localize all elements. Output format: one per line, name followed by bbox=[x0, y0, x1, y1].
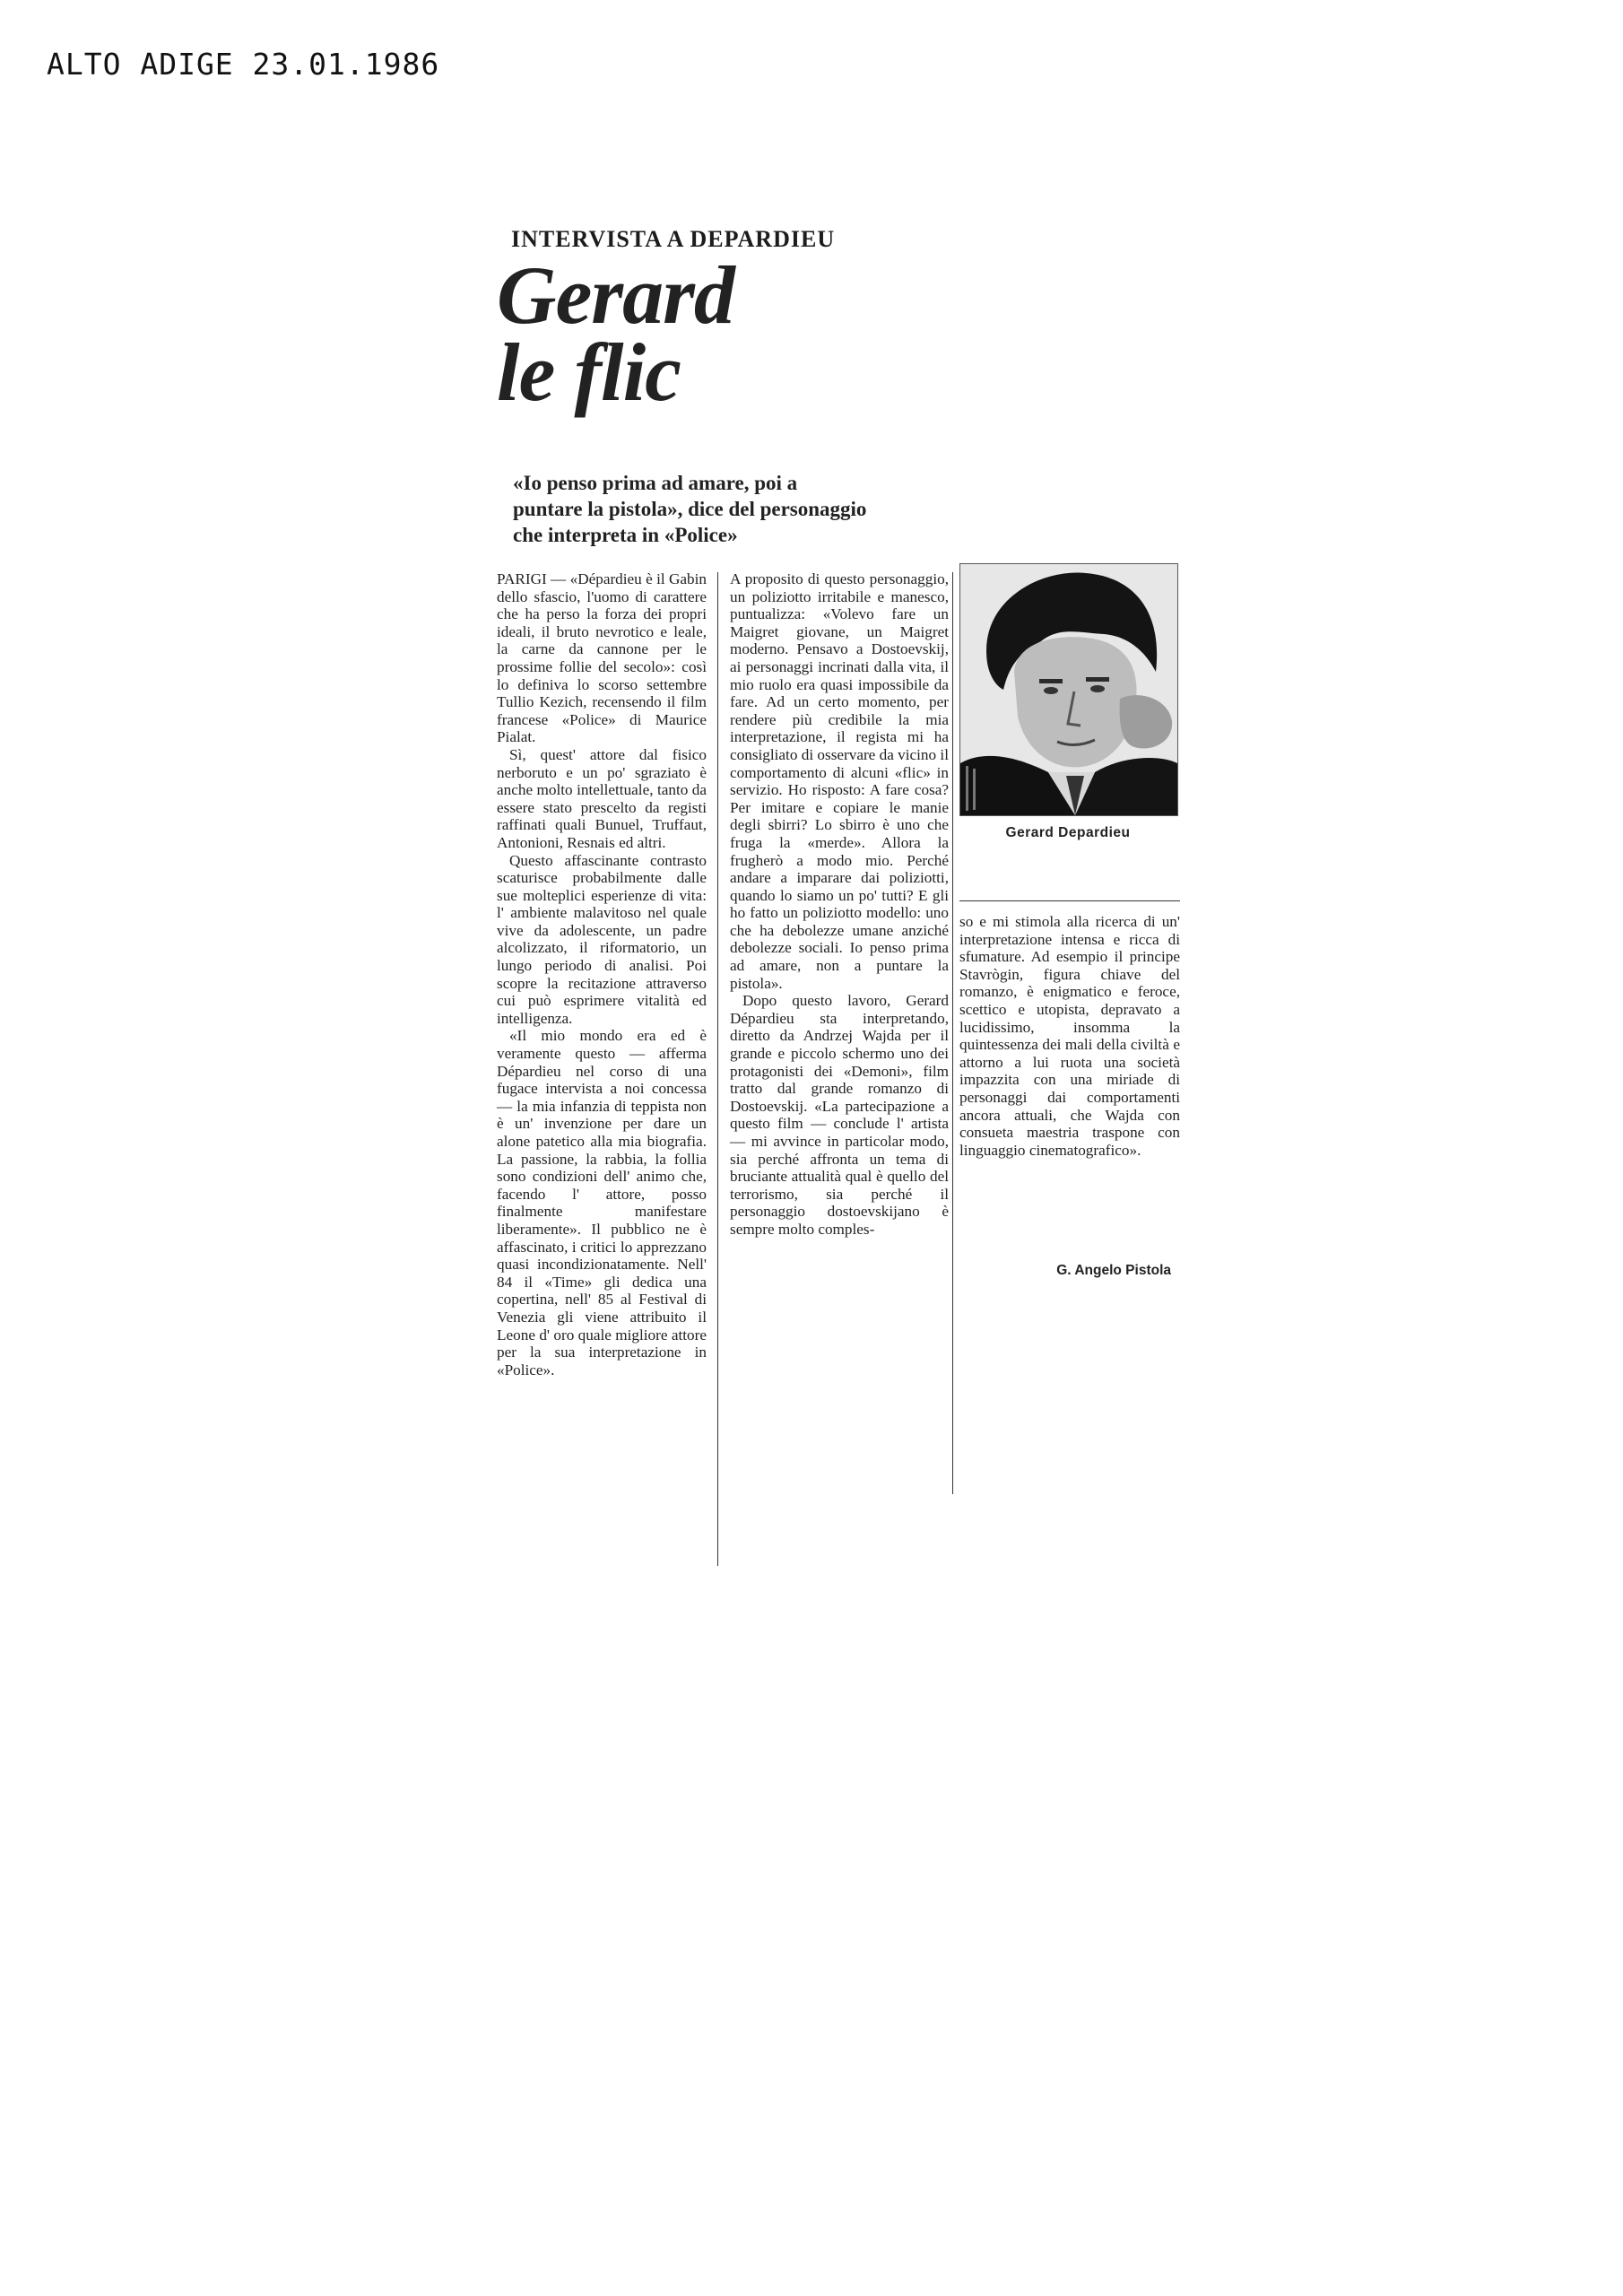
paragraph: PARIGI — «Dépardieu è il Gabin dello sfascio, l'uomo di carattere che ha perso la forza dei propri ideali, il bruto nevrotico e leale, la carne da cannone per le prossime follie del secolo»: così lo definiva lo scorso settembre Tullio Kezich, recensendo il film francese «Police» di Maurice Pialat. bbox=[497, 570, 707, 746]
paragraph: so e mi stimola alla ricerca di un' interpretazione intensa e ricca di sfumature. Ad esempio il principe Stavrògin, figura chiave del romanzo, è enigmatico e feroce, scettico e utopista, depravato a lucidissimo, insomma la quintessenza dei mali della civiltà e attorno a lui ruota una società impazzita con una miriade di personaggi dai comportamenti ancora attuali, che Wajda con consueta maestria traspone con linguaggio cinematografico». bbox=[959, 913, 1180, 1159]
newspaper-clipping bbox=[491, 226, 1191, 1607]
paragraph: A proposito di questo personaggio, un poliziotto irritabile e manesco, puntualizza: «Volevo fare un Maigret giovane, un Maigret moderno. Pensavo a Dostoevskij, ai personaggi incrinati dalla vita, il mio ruolo era quasi impossibile da fare. Ad un certo momento, per rendere più credibile la mia interpretazione, il regista mi ha consigliato di osservare da vicino il comportamento di alcuni «flic» in servizio. Ho risposto: A fare cosa? Per imitare e copiare le manie degli sbirri? Lo sbirro è uno che fruga la «merde». Allora la frugherò a modo mio. Perché andare a imparare dai poliziotti, quando lo siamo un po' tutti? E gli ho fatto un poliziotto modello: uno che ha debolezze umane anziché debolezze sociali. Io penso prima ad amare, non a puntare la pistola». bbox=[730, 570, 949, 992]
article-column-3 bbox=[959, 913, 1180, 1159]
caption-divider bbox=[959, 900, 1180, 901]
paragraph: Questo affascinante contrasto scaturisce probabilmente dalle sue molteplici esperienze di vita: l' ambiente malavitoso nel quale vive da adolescente, un padre alcolizzato, il riformatorio, un lungo periodo di analisi. Poi scopre la recitazione attraverso cui può esprimere vitalità ed intelligenza. bbox=[497, 851, 707, 1027]
article-column-2 bbox=[730, 570, 949, 1239]
portrait-photo bbox=[959, 563, 1178, 816]
article-subheadline: «Io penso prima ad amare, poi a puntare la pistola», dice del personaggio che interpreta in «Police» bbox=[513, 472, 867, 546]
source-header: ALTO ADIGE 23.01.1986 bbox=[47, 47, 440, 82]
headline-line-2: le flic bbox=[497, 326, 681, 418]
article-column-1 bbox=[497, 570, 707, 1378]
column-divider bbox=[952, 572, 953, 1494]
portrait-image bbox=[960, 564, 1177, 815]
paragraph: «Il mio mondo era ed è veramente questo — afferma Dépardieu nel corso di una fugace intervista a noi concessa — la mia infanzia di teppista non è un' invenzione per dare un alone patetico alla mia biografia. La passione, la rabbia, la follia sono condizioni dell' animo che, facendo l' attore, posso finalmente manifestare liberamente». Il pubblico ne è affascinato, i critici lo apprezzano quasi incondizionatamente. Nell' 84 il «Time» gli dedica una copertina, nell' 85 al Festival di Venezia gli viene attribuito il Leone d' oro quale migliore attore per la sua interpretazione in «Police». bbox=[497, 1027, 707, 1378]
author-byline: G. Angelo Pistola bbox=[1056, 1263, 1171, 1278]
article-headline bbox=[497, 249, 873, 418]
article-kicker: INTERVISTA A DEPARDIEU bbox=[511, 226, 836, 252]
paragraph: Sì, quest' attore dal fisico nerboruto e un po' sgraziato è anche molto intellettuale, tanto da essere stato prescelto da registi raffinati quali Bunuel, Truffaut, Antonioni, Resnais ed altri. bbox=[497, 745, 707, 851]
paragraph: Dopo questo lavoro, Gerard Dépardieu sta interpretando, diretto da Andrzej Wajda per il grande e piccolo schermo uno dei protagonisti dei «Demoni», film tratto dal grande romanzo di Dostoevskij. «La partecipazione a questo film — conclude l' artista — mi avvince in particolar modo, sia perché affronta un tema di bruciante attualità qual è quello del terrorismo, sia perché il personaggio dostoevskijano è sempre molto comples- bbox=[730, 992, 949, 1238]
headline-line-1: Gerard bbox=[497, 249, 734, 341]
photo-caption: Gerard Depardieu bbox=[1005, 825, 1131, 840]
column-divider bbox=[717, 572, 718, 1566]
